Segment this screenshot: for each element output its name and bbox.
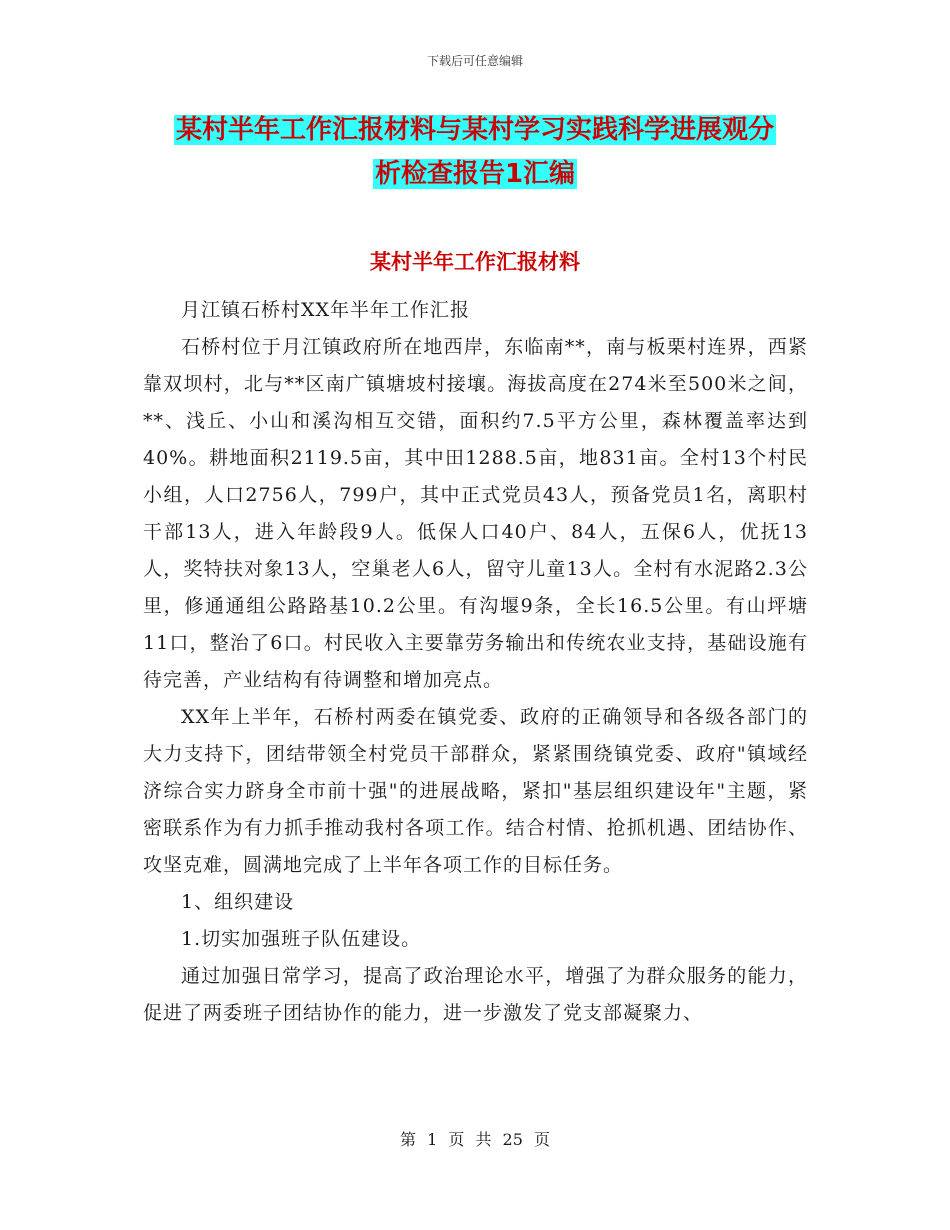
- header-note: 下载后可任意编辑: [426, 54, 523, 68]
- document-title-line1: 某村半年工作汇报材料与某村学习实践科学进展观分: [175, 115, 774, 145]
- section-title: 某村半年工作汇报材料: [370, 250, 580, 274]
- organization-heading: 1、组织建设: [181, 891, 295, 913]
- village-overview-paragraph: 石桥村位于月江镇政府所在地西岸，东临南**，南与板栗村连界，西紧靠双坝村，北与**区南广镇塘坡村接壤。海拔高度在274米至500米之间，**、浅丘、小山和溪沟相互交错，面积约7.5平方公里，森林覆盖率达到40%。耕地面积2119.5亩，其中田1288.5亩，地831亩。全村13个村民小组，人口2756人，799户，其中正式党员43人，预备党员1名，离职村干部13人，进入年龄段9人。低保人口40户、84人，五保6人，优抚13人，奖特扶对象13人，空巢老人6人，留守儿童13人。全村有水泥路2.3公里，修通通组公路路基10.2公里。有沟堰9条，全长16.5公里。有山坪塘11口，整治了6口。村民收入主要靠劳务输出和传统农业支持，基础设施有待完善，产业结构有待调整和增加亮点。: [143, 336, 808, 691]
- report-heading-paragraph: 月江镇石桥村XX年半年工作汇报: [181, 299, 471, 321]
- document-title: [0, 108, 950, 196]
- team-building-heading: 1.切实加强班子队伍建设。: [181, 928, 422, 950]
- study-paragraph: 通过加强日常学习，提高了政治理论水平，增强了为群众服务的能力，促进了两委班子团结协作的能力，进一步激发了党支部凝聚力、: [143, 965, 808, 1024]
- body-text: [143, 292, 808, 1032]
- document-title-line2: 析检查报告1汇编: [374, 159, 576, 189]
- half-year-summary-paragraph: XX年上半年，石桥村两委在镇党委、政府的正确领导和各级各部门的大力支持下，团结带领全村党员干部群众，紧紧围绕镇党委、政府"镇域经济综合实力跻身全市前十强"的进展战略，紧扣"基层组织建设年"主题，紧密联系作为有力抓手推动我村各项工作。结合村情、抢抓机遇、团结协作、攻坚克难，圆满地完成了上半年各项工作的目标任务。: [143, 706, 808, 876]
- page-footer: 第 1 页 共 25 页: [400, 1130, 550, 1149]
